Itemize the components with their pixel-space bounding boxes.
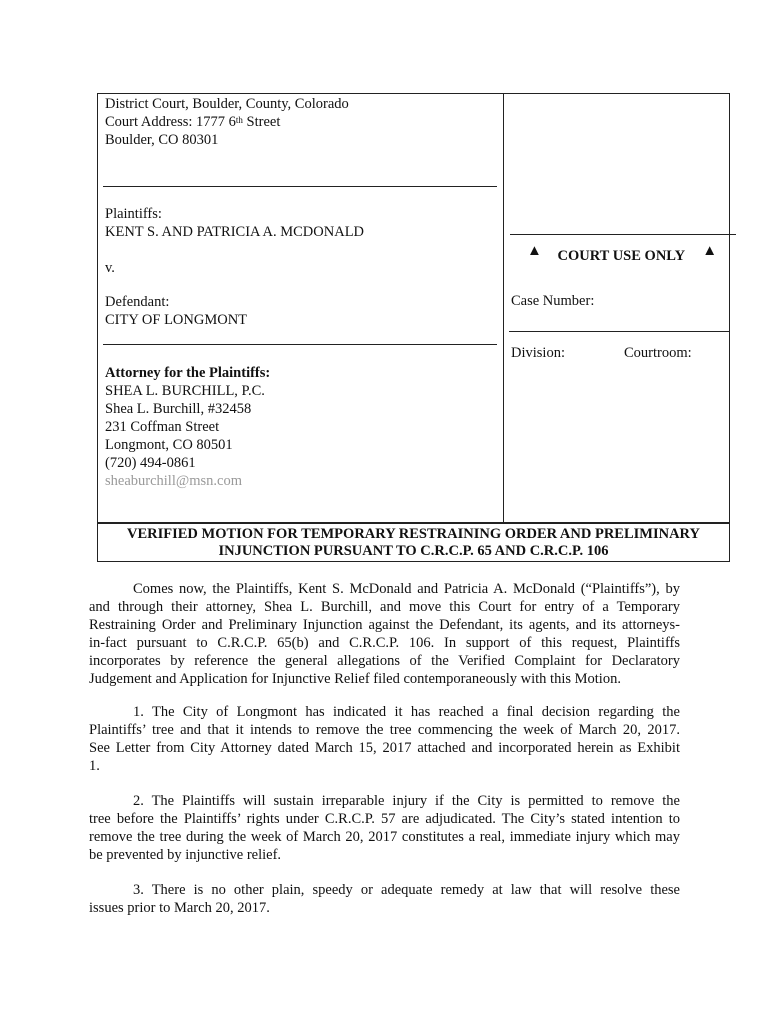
attorney-phone: (720) 494-0861 bbox=[105, 455, 196, 471]
text-line: be prevented by injunctive relief. bbox=[89, 847, 282, 863]
text-line: in-fact pursuant to C.R.C.P. 65(b) and C.R.C.P. 106. In support of this request, Plaintiffs bbox=[89, 635, 680, 651]
attorney-email: sheaburchill@msn.com bbox=[105, 473, 242, 489]
versus: v. bbox=[105, 260, 115, 276]
plaintiffs-block bbox=[105, 205, 364, 241]
intro-paragraph bbox=[89, 580, 680, 688]
text-line: incorporates by reference the general allegations of the Verified Complaint for Declaratory bbox=[89, 653, 680, 669]
defendant-block bbox=[105, 293, 247, 329]
attorney-city: Longmont, CO 80501 bbox=[105, 437, 233, 453]
attorney-firm: SHEA L. BURCHILL, P.C. bbox=[105, 383, 265, 399]
paragraph-3 bbox=[89, 881, 680, 917]
attorney-label: Attorney for the Plaintiffs: bbox=[105, 365, 271, 381]
attorney-street: 231 Coffman Street bbox=[105, 419, 220, 435]
court-city: Boulder, CO 80301 bbox=[105, 132, 219, 148]
caption-divider-1 bbox=[103, 186, 497, 187]
court-use-divider bbox=[510, 234, 736, 235]
motion-title-line2: INJUNCTION PURSUANT TO C.R.C.P. 65 AND C.R.C.P. 106 bbox=[218, 543, 609, 559]
attorney-block bbox=[105, 364, 270, 490]
court-address: Court Address: 1777 6th Street bbox=[105, 114, 281, 130]
text-line: Restraining Order and Preliminary Injunction against the Defendant, its agents, and its attorneys- bbox=[89, 617, 680, 633]
court-info bbox=[105, 95, 349, 149]
text-line: Comes now, the Plaintiffs, Kent S. McDonald and Patricia A. McDonald (“Plaintiffs”), by bbox=[133, 581, 680, 597]
paragraph-1 bbox=[89, 703, 680, 775]
defendant-name: CITY OF LONGMONT bbox=[105, 312, 248, 328]
text-line: issues prior to March 20, 2017. bbox=[89, 900, 270, 916]
case-number-label: Case Number: bbox=[511, 293, 595, 309]
court-use-only-label bbox=[527, 243, 718, 265]
court-name: District Court, Boulder, County, Colorado bbox=[105, 96, 349, 112]
plaintiffs-names: KENT S. AND PATRICIA A. MCDONALD bbox=[105, 224, 365, 240]
case-number-divider bbox=[509, 331, 730, 332]
plaintiffs-label: Plaintiffs: bbox=[105, 206, 162, 222]
text-line: 1. The City of Longmont has indicated it has reached a final decision regarding the bbox=[133, 704, 680, 720]
motion-title-line1: VERIFIED MOTION FOR TEMPORARY RESTRAINING ORDER AND PRELIMINARY bbox=[127, 526, 700, 542]
triangle-up-icon: ▲ bbox=[527, 243, 542, 259]
caption-vertical-divider bbox=[503, 93, 504, 524]
text-line: 2. The Plaintiffs will sustain irreparable injury if the City is permitted to remove the bbox=[133, 793, 680, 809]
attorney-name: Shea L. Burchill, #32458 bbox=[105, 401, 252, 417]
motion-title bbox=[97, 522, 730, 562]
courtroom-label: Courtroom: bbox=[624, 345, 692, 361]
text-line: Judgement and Application for Injunctive Relief filed contemporaneously with this Motion. bbox=[89, 671, 621, 687]
text-line: 3. There is no other plain, speedy or adequate remedy at law that will resolve these bbox=[133, 882, 680, 898]
text-line: remove the tree during the week of March 20, 2017 constitutes a real, immediate injury which may bbox=[89, 829, 680, 845]
court-use-only-text: COURT USE ONLY bbox=[557, 248, 685, 264]
text-line: Plaintiffs’ tree and that it intends to remove the tree commencing the week of March 20, 2017. bbox=[89, 722, 680, 738]
text-line: See Letter from City Attorney dated March 15, 2017 attached and incorporated herein as Exhibit bbox=[89, 740, 680, 756]
paragraph-2 bbox=[89, 792, 680, 864]
defendant-label: Defendant: bbox=[105, 294, 170, 310]
division-label: Division: bbox=[511, 345, 565, 361]
triangle-up-icon: ▲ bbox=[702, 243, 718, 259]
text-line: and through their attorney, Shea L. Burchill, and move this Court for entry of a Temporary bbox=[89, 599, 680, 615]
text-line: 1. bbox=[89, 758, 100, 774]
text-line: tree before the Plaintiffs’ rights under C.R.C.P. 57 are adjudicated. The City’s stated intention to bbox=[89, 811, 680, 827]
caption-divider-2 bbox=[103, 344, 497, 345]
